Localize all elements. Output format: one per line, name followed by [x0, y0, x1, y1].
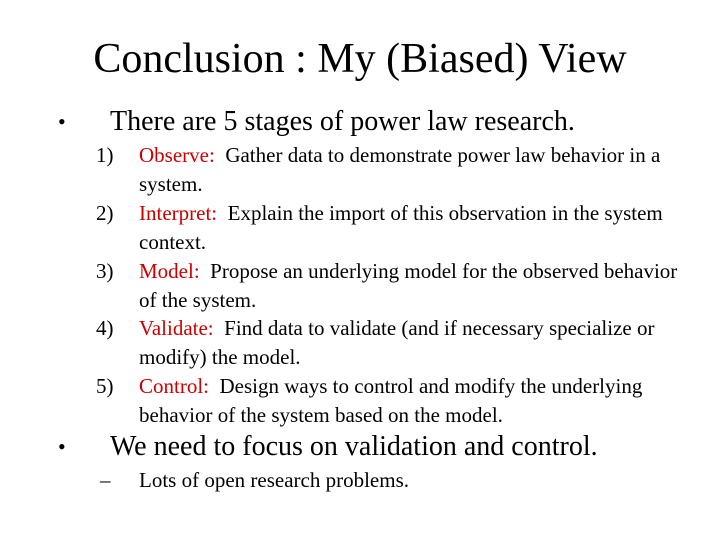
- sub-bullet-1: [0, 466, 720, 495]
- stage-heading: Interpret:: [139, 201, 218, 225]
- stage-text: Propose an underlying model for the observed behavior of the system.: [139, 259, 678, 312]
- stage-text: Explain the import of this observation in the system context.: [139, 201, 663, 254]
- bullet-marker: •: [58, 434, 66, 459]
- stage-number: 4): [96, 316, 114, 340]
- bullet-2: [0, 430, 720, 464]
- stage-text: Design ways to control and modify the underlying behavior of the system based on the model.: [139, 374, 643, 427]
- bullet-marker: •: [58, 109, 66, 134]
- slide-title: Conclusion : My (Biased) View: [93, 36, 627, 82]
- stage-number: 3): [96, 259, 114, 283]
- sub-bullet-1-text: Lots of open research problems.: [139, 468, 409, 492]
- stage-heading: Validate:: [139, 316, 214, 340]
- stage-text: Gather data to demonstrate power law behavior in a system.: [139, 143, 661, 196]
- stage-number: 5): [96, 374, 114, 398]
- stage-heading: Control:: [139, 374, 210, 398]
- stage-number: 2): [96, 201, 114, 225]
- stage-heading: Observe:: [139, 143, 215, 167]
- stage-text: Find data to validate (and if necessary specialize or modify) the model.: [139, 316, 655, 369]
- bullet-1-text: There are 5 stages of power law research.: [110, 106, 575, 137]
- bullet-1: [0, 105, 720, 139]
- bullet-2-text: We need to focus on validation and control.: [110, 431, 598, 462]
- sub-bullet-marker: –: [100, 468, 111, 492]
- stage-number: 1): [96, 143, 114, 167]
- stage-heading: Model:: [139, 259, 200, 283]
